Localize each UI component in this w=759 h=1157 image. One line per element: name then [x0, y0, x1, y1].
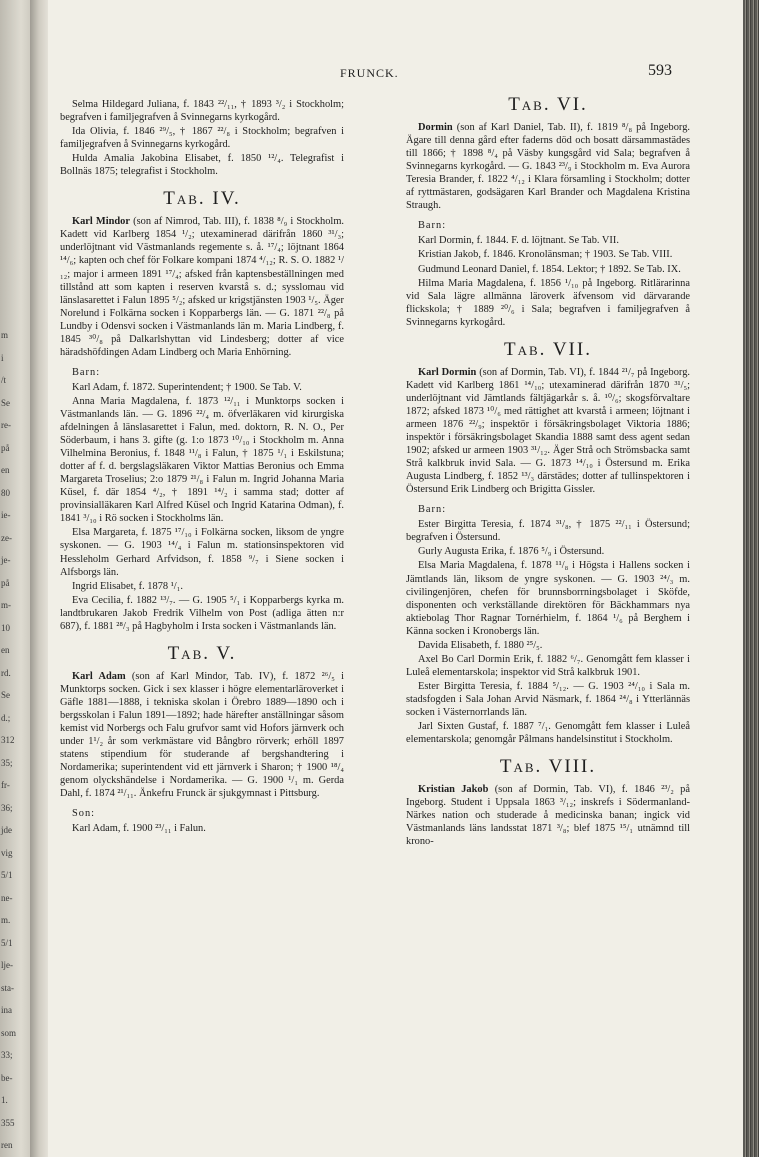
previous-page-text-fragment: i: [1, 352, 4, 363]
page-stack-edge: [743, 0, 759, 1157]
karl-adam-name: Karl Adam: [72, 670, 126, 682]
tab-vii-child: Elsa Maria Magdalena, f. 1878 ¹¹/₈ i Högsta i Hallens socken i Jämtlands län, liksom de yngre syskonen. — G. 1903 ²⁴/₃ m. civilingenjören, chefen för brunnsborrningsbolaget i Sköfde, disponenten och verkställande direktören för Bäckhammars nya aktiebolag Thor Ragnar Tornérhielm, f. 1864 ¹/₆ på Berghem i Känna socken i Kronobergs län.: [406, 560, 690, 637]
book-page: [48, 0, 743, 1157]
previous-page-edge: [0, 0, 30, 1157]
previous-page-text-fragment: 35;: [1, 757, 13, 768]
right-column: [406, 94, 690, 849]
previous-page-text-fragment: ren: [1, 1140, 13, 1151]
previous-page-text-fragment: 5/1: [1, 937, 13, 948]
tab-viii-entry: [406, 783, 690, 848]
karl-mindor-name: Karl Mindor: [72, 216, 130, 228]
previous-page-text-fragment: 1.: [1, 1095, 8, 1106]
kristian-jakob-name: Kristian Jakob: [418, 784, 489, 796]
tab-iv-child: Elsa Margareta, f. 1875 ¹⁷/₁₀ i Folkärna socken, liksom de yngre syskonen. — G. 1903 ¹⁴/₄ i Falun m. stationsinspektoren vid Hessleholm Gerhard Arfvidson, f. 1858 ⁹/₇ i Siene socken i Alfsborgs län.: [60, 527, 344, 578]
previous-page-text-fragment: som: [1, 1027, 17, 1038]
tab-vii-child: Gurly Augusta Erika, f. 1876 ⁵/₉ i Östersund.: [418, 546, 605, 558]
left-column: [60, 98, 344, 836]
tab-v-child: Karl Adam, f. 1900 ²³/₁₁ i Falun.: [72, 823, 206, 835]
tab-vii-child: Davida Elisabeth, f. 1880 ²⁵/₅.: [418, 639, 543, 651]
tab-iv-child: Anna Maria Magdalena, f. 1873 ¹²/₁₁ i Munktorps socken i Västmanlands län. — G. 1896 ²²/₄ m. öfverläkaren vid kirurgiska afdelningen å länslasarettet i Falun, med. doktorn, R. N. O., Per Söderbaum, i hans 3. gifte (g. 1:o 1873 ¹⁰/₁₀ i Stockholm m. Anna Vilhelmina Beronius, f. 1848 ¹¹/₈ i Falun, † 1875 ¹/₁ i Eskilstuna; dotter af f. d. bergslagsläkaren Viktor Mattias Beronius och Emma Margareta Troselius; 2:o 1879 ²¹/₈ i Falun m. Ingrid Johanna Maria Küsel, f. där 1854 ⁴/₂, † 1891 ¹⁴/₂ i samma stad; dotter af provinsialläkaren Karl Alfred Küsel och Ingrid Katarina Odman), f. 1841 ³/₁₀ i Rö socken i Stockholms län.: [60, 395, 344, 525]
tab-vii-entry: [406, 366, 690, 496]
previous-page-text-fragment: m.: [1, 915, 11, 926]
dormin-name: Dormin: [418, 122, 453, 134]
tab-v-son-heading: Son:: [72, 808, 96, 820]
dormin-text: (son af Karl Daniel, Tab. II), f. 1819 ⁸/₈ på Ingeborg. Ägare till denna gård efter faderns död och bosatt därsammastädes till 1866; † 1898 ⁸/₄ på Väsby kungsgård vid Sala; begrafven å Svinnegarns kyrkogård. — G. 1843 ²³/₉ i Stockholm m. Eva Aurora Teresia Brander, f. 1822 ⁴/₁₂ i Klara församling i Stockholm; dotter af ryttmästaren, godsägaren Karl Brander och Magdalena Kristina Straugh.: [406, 122, 690, 212]
tab-viii-heading: Tab. VIII.: [499, 756, 597, 778]
tab-v-heading: Tab. V.: [167, 642, 237, 664]
previous-page-text-fragment: 36;: [1, 802, 13, 813]
karl-dormin-name: Karl Dormin: [418, 366, 477, 378]
previous-page-text-fragment: je-: [1, 555, 11, 566]
tab-vi-child: Hilma Maria Magdalena, f. 1856 ¹/₁₀ på Ingeborg. Ritlärarinna vid Sala lägre allmänna läroverk äfvensom vid därvarande flickskola; † 1889 ²⁰/₆ i Sala; begrafven i familjegrafven å Svinnegarns kyrkogård.: [406, 277, 690, 328]
previous-page-text-fragment: 33;: [1, 1050, 13, 1061]
previous-page-text-fragment: en: [1, 645, 10, 656]
tab-vii-barn-heading: Barn:: [418, 504, 447, 516]
previous-page-text-fragment: fr-: [1, 780, 10, 791]
previous-page-text-fragment: 5/1: [1, 870, 13, 881]
previous-page-text-fragment: m-: [1, 600, 11, 611]
tab-iv-child: Ingrid Elisabet, f. 1878 ¹/₁.: [72, 580, 183, 592]
previous-page-text-fragment: ze-: [1, 532, 12, 543]
tab-vi-entry: [406, 121, 690, 212]
entry-selma: Selma Hildegard Juliana, f. 1843 ²²/₁₁, † 1893 ³/₂ i Stockholm; begrafven i familjegrafven å Svinnegarns kyrkogård.: [60, 99, 344, 124]
entry-ida: Ida Olivia, f. 1846 ²⁹/₅, † 1867 ²²/₈ i Stockholm; begrafven i familjegrafven å Svinnegarns kyrkogård.: [60, 126, 344, 151]
tab-vi-child: Karl Dormin, f. 1844. F. d. löjtnant. Se Tab. VII.: [418, 235, 619, 247]
tab-iv-child: Karl Adam, f. 1872. Superintendent; † 1900. Se Tab. V.: [72, 381, 302, 393]
karl-dormin-text: (son af Dormin, Tab. VI), f. 1844 ²¹/₇ på Ingeborg. Kadett vid Karlberg 1861 ¹⁴/₁₀; utexaminerad därifrån 1870 ³¹/₅; underlöjtnant vid Jämtlands fältjägarkår s. å. ¹⁰/₆; skogsförvaltare 1872; afsked 1873 ¹⁰/₆ med rättighet att kvarstå i armeen; löjtnant i armeen 1876 ²²/₉; inspektör i försäkringsbolaget Viktoria 1886; inspektör i försäkringsbolaget Skandia 1888 samt dess agent sedan 1902; afsked ur armeen 1903 ³¹/₁₂. Äger Strå och Strömsbacka samt Strå kalkbruk invid Sala. — G. 1873 ¹⁴/₁₀ i Östersund m. Erika Augusta Lindberg, f. 1852 ¹³/₃ därstädes; dotter af tullinspektoren i Östersund Erik Lindberg och Brigitta Gissler.: [406, 366, 690, 496]
previous-page-text-fragment: 80: [1, 487, 10, 498]
previous-page-text-fragment: be-: [1, 1072, 13, 1083]
tab-vi-child: Gudmund Leonard Daniel, f. 1854. Lektor; † 1892. Se Tab. IX.: [418, 263, 681, 275]
previous-page-text-fragment: vig: [1, 847, 13, 858]
previous-page-text-fragment: ie-: [1, 510, 11, 521]
tab-iv-child: Eva Cecilia, f. 1882 ¹³/₇. — G. 1905 ⁵/₁ i Kopparbergs kyrka m. landtbrukaren Jakob Fredrik Vilhelm von Post (adliga ätten n:r 687), f. 1881 ²⁸/₃ på Hagbyholm i Irsta socken i Västmanlands län.: [60, 594, 344, 632]
tab-vii-child: Ester Birgitta Teresia, f. 1874 ³¹/₈, † 1875 ²²/₁₁ i Östersund; begrafven i Östersund.: [406, 519, 690, 544]
tab-vii-child: Axel Bo Carl Dormin Erik, f. 1882 ⁶/₇. Genomgått fem klasser i Luleå elementarskola; inspektor vid Strå kalkbruk 1901.: [406, 653, 690, 678]
karl-adam-text: (son af Karl Mindor, Tab. IV), f. 1872 ²⁶/₅ i Munktorps socken. Gick i sex klasser i högre elementarläroverket i Gäfle 1881—1888, i tekniska skolan i Örebro 1889—1890 och i bergsskolan i Falun 1891—1892; hade härefter anställningar såsom kemist vid Norbergs och Falu grufvor samt vid Hofors järnverk och under 1¹/₂ år som verkmästare vid Bångbro rörverk; erhöll 1897 statens stipendium för studerande af bergshandtering i Nordamerika; superintendent vid ett järnverk i Sharon; † 1900 ¹⁸/₄ genom olyckshändelse i Nordamerika. — G. 1900 ¹/₁ m. Gerda Dahl, f. 1874 ²¹/₁₁. Änkefru Frunck är sjukgymnast i Pittsburg.: [60, 670, 344, 800]
tab-vi-barn-heading: Barn:: [418, 220, 447, 232]
tab-iv-heading: Tab. IV.: [163, 188, 241, 210]
running-head: FRUNCK.: [340, 66, 399, 80]
previous-page-text-fragment: 355: [1, 1117, 15, 1128]
tab-v-entry: [60, 670, 344, 800]
previous-page-text-fragment: Se: [1, 397, 10, 408]
previous-page-text-fragment: lje-: [1, 960, 13, 971]
tab-vii-heading: Tab. VII.: [504, 338, 592, 360]
tab-vii-child: Jarl Sixten Gustaf, f. 1887 ⁷/₁. Genomgått fem klasser i Luleå elementarskola; genomgår Pålmans handelsinstitut i Stockholm.: [406, 721, 690, 746]
previous-page-text-fragment: ne-: [1, 892, 13, 903]
entry-hulda: Hulda Amalia Jakobina Elisabet, f. 1850 ¹²/₄. Telegrafist i Bollnäs 1875; telegrafist i Stockholm.: [60, 153, 344, 178]
previous-page-text-fragment: m: [1, 330, 9, 340]
book-gutter: [30, 0, 48, 1157]
page-number: 593: [648, 62, 672, 79]
previous-page-text-fragment: rd.: [1, 667, 11, 678]
previous-page-text-fragment: ina: [1, 1005, 12, 1016]
tab-iv-entry: [60, 215, 344, 359]
previous-page-text-fragment: d.;: [1, 712, 11, 723]
previous-page-text-fragment: Se: [1, 690, 10, 701]
tab-vii-child: Ester Birgitta Teresia, f. 1884 ⁵/₁₂. — G. 1903 ²⁴/₁₀ i Sala m. stadsfogden i Sala Johan Arvid Näsmark, f. 1864 ²⁴/₈ i Ytterlännäs socken i Västernorrlands län.: [406, 680, 690, 718]
previous-page-text-fragment: jde: [1, 825, 12, 836]
previous-page-text-fragment: på: [1, 442, 10, 453]
tab-vi-child: Kristian Jakob, f. 1846. Kronolänsman; † 1903. Se Tab. VIII.: [418, 249, 673, 261]
previous-page-text-fragment: sta-: [1, 982, 14, 993]
kristian-jakob-text: (son af Dormin, Tab. VI), f. 1846 ²³/₂ på Ingeborg. Student i Uppsala 1863 ³/₁₂; inskrefs i Södermanland-Närkes nation och studerade å medicinska banan; ingick vid Västmanlands läns landsstat 1871 ³/₈; blef 1875 ¹⁵/₁ utnämnd till krono-: [406, 784, 690, 848]
previous-page-text-fragment: 312: [1, 735, 15, 746]
karl-mindor-text: (son af Nimrod, Tab. III), f. 1838 ⁸/₉ i Stockholm. Kadett vid Karlberg 1854 ¹/₂; utexaminerad därifrån 1860 ³¹/₃; underlöjtnant vid Västmanlands regemente s. å. ¹⁷/₄; löjtnant 1864 ¹⁴/₆; kapten och chef för Folkare kompani 1874 ⁴/₁₂; R. S. O. 1882 ¹/₁₂; major i armeen 1891 ¹⁷/₄; afsked från kaptensbeställningen med tillstånd att som kapten i reserven kvarstå s. d.; sysslomau vid länslasarettet i Falun 1895 ⁵/₂; afsked ur krigstjänsten 1903 ¹/₅. Äger Norelund i Folkärna socken i Kopparbergs län. — G. 1871 ²²/₈ på Lundby i Odensvi socken i Västmanlands län m. Maria Lindberg, f. 1845 ³⁰/₈ på Dalkarlshyttan vid Lindesberg; dotter af vice häradshöfdingen Adam Lindberg och Maria Enhörning.: [60, 216, 344, 358]
previous-page-text-fragment: re-: [1, 420, 11, 431]
previous-page-text-fragment: en: [1, 465, 10, 476]
previous-page-text-fragment: på: [1, 577, 10, 588]
previous-page-text-fragment: /t: [1, 375, 7, 386]
tab-vi-heading: Tab. VI.: [508, 94, 588, 115]
tab-iv-barn-heading: Barn:: [72, 366, 101, 378]
previous-page-text-fragment: 10: [1, 622, 10, 633]
